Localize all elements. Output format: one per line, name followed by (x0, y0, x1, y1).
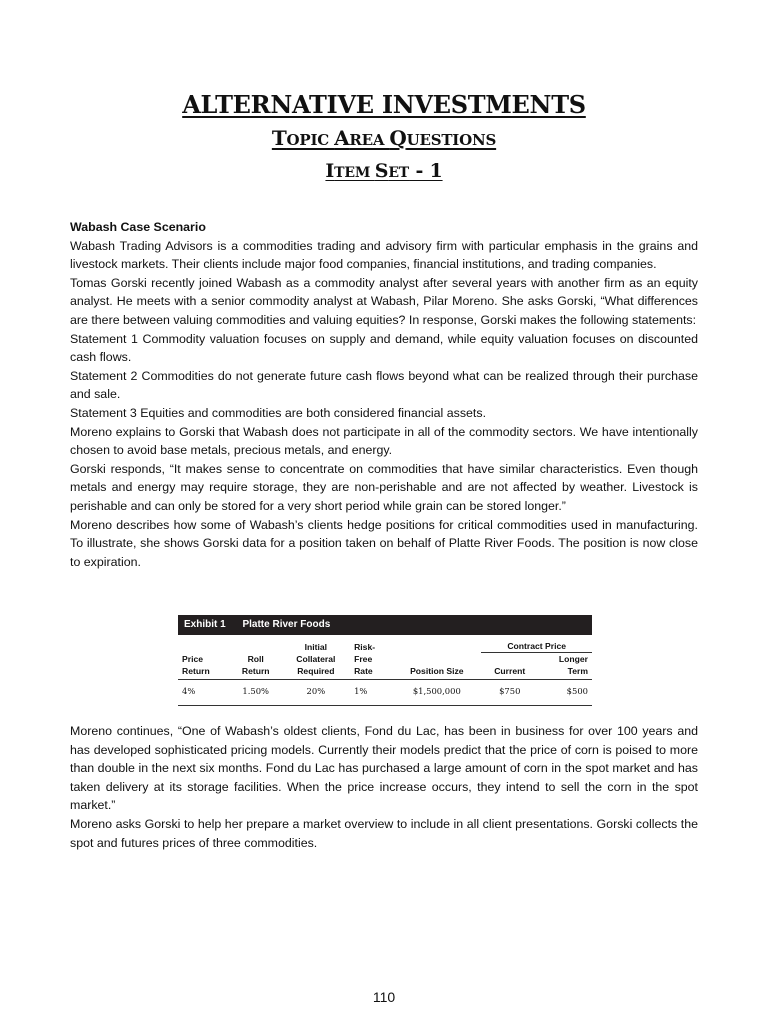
item-rest-1: TEM (334, 165, 375, 181)
subtitle-cap-2: A (334, 126, 350, 150)
scenario-paragraph: Tomas Gorski recently joined Wabash as a commodity analyst after several years with another firm as an equity analyst. He meets with a senior commodity analyst at Wabash, Pilar Moreno. She asks Gorski, “What differences are there between valuing commodities and valuing equities? In response, Gorski makes the following statements: (70, 275, 698, 327)
scenario-paragraph: Moreno continues, “One of Wabash’s oldest clients, Fond du Lac, has been in business for over 100 years and has developed sophisticated pricing models. Currently their models predict that the price of corn is poised to more than double in the next six months. Fond du Lac has purchased a large amount of corn in the spot market and has taken delivery at its storage facilities. When the price increase occurs, they intend to sell the corn in the spot market.” (70, 724, 698, 813)
item-cap-1: I (325, 160, 335, 182)
exhibit-bottom-rule (178, 705, 592, 706)
col-roll-line1: Roll (247, 654, 264, 664)
cell-current: $750 (499, 686, 521, 696)
scenario-paragraph: Moreno explains to Gorski that Wabash does not participate in all of the commodity sectors. We have intentionally chosen to avoid base metals, precious metals, and energy. (70, 424, 698, 458)
statement-2: Statement 2 Commodities do not generate future cash flows beyond what can be realized through their purchase and sale. (70, 368, 698, 402)
scenario-paragraph: Gorski responds, “It makes sense to concentrate on commodities that have similar characteristics. Even though metals and energy may require storage, they are non-perishable and are not affected by weather. Livestock is perishable and can only be stored for a very short period while grain can be stored longer.” (70, 461, 698, 513)
scenario-heading: Wabash Case Scenario (70, 220, 206, 234)
col-price-line2: Return (178, 665, 230, 680)
cell-position-size: $1,500,000 (412, 686, 461, 696)
page-subtitle (0, 122, 768, 154)
contract-price-group-header: Contract Price (481, 640, 592, 653)
page-number: 110 (372, 989, 396, 1005)
scenario-body-continued (70, 722, 698, 852)
col-riskfree-line2: Free (354, 654, 373, 664)
subtitle-rest-1: OPIC (286, 131, 335, 149)
subtitle-cap-3: Q (389, 126, 407, 150)
col-riskfree-line1: Risk- (354, 641, 376, 652)
statement-1: Statement 1 Commodity valuation focuses on supply and demand, while equity valuation focuses on discounted cash flows. (70, 331, 698, 365)
item-set-heading (0, 154, 768, 188)
scenario-paragraph: Moreno asks Gorski to help her prepare a market overview to include in all client presentations. Gorski collects the spot and futures prices of three commodities. (70, 816, 698, 850)
title-block (0, 88, 768, 188)
statement-3: Statement 3 Equities and commodities are both considered financial assets. (70, 405, 487, 420)
scenario-body (70, 218, 698, 571)
subtitle-rest-2: REA (349, 131, 390, 149)
col-collateral-line1: Initial (304, 641, 328, 652)
subtitle-cap-1: T (271, 126, 287, 150)
col-longer-line1: Longer (558, 654, 588, 664)
cell-risk-free: 1% (354, 686, 368, 696)
col-collateral-line3: Required (282, 665, 350, 680)
cell-roll-return: 1.50% (242, 686, 270, 696)
col-roll-line2: Return (230, 665, 282, 680)
col-current: Current (481, 665, 538, 680)
scenario-paragraph: Moreno describes how some of Wabash’s clients hedge positions for critical commodities used in manufacturing. To illustrate, she shows Gorski data for a position taken on behalf of Platte River Foods. The position is now close to expiration. (70, 517, 698, 569)
item-suffix: - 1 (409, 160, 443, 182)
col-riskfree-line3: Rate (350, 665, 392, 680)
cell-price-return: 4% (182, 686, 196, 696)
item-rest-2: ET (388, 165, 410, 181)
scenario-paragraph: Wabash Trading Advisors is a commodities trading and advisory firm with particular emphasis in the grains and livestock markets. Their clients include major food companies, financial institutions, and trading companies. (70, 238, 698, 272)
item-cap-2: S (374, 160, 389, 182)
exhibit-title: Platte River Foods (242, 619, 331, 630)
page-title: ALTERNATIVE INVESTMENTS (182, 90, 586, 119)
table-row (178, 680, 592, 706)
col-longer-line2: Term (538, 665, 592, 680)
exhibit-data-table (178, 640, 592, 705)
cell-longer-term: $500 (566, 686, 588, 696)
subtitle-rest-3: UESTIONS (406, 131, 497, 149)
exhibit-table (178, 615, 592, 706)
col-collateral-line2: Collateral (296, 654, 336, 664)
exhibit-header (178, 615, 592, 635)
exhibit-number: Exhibit 1 (184, 619, 226, 630)
col-price-line1: Price (182, 654, 204, 664)
col-position-size: Position Size (392, 665, 481, 680)
cell-collateral: 20% (306, 686, 326, 696)
